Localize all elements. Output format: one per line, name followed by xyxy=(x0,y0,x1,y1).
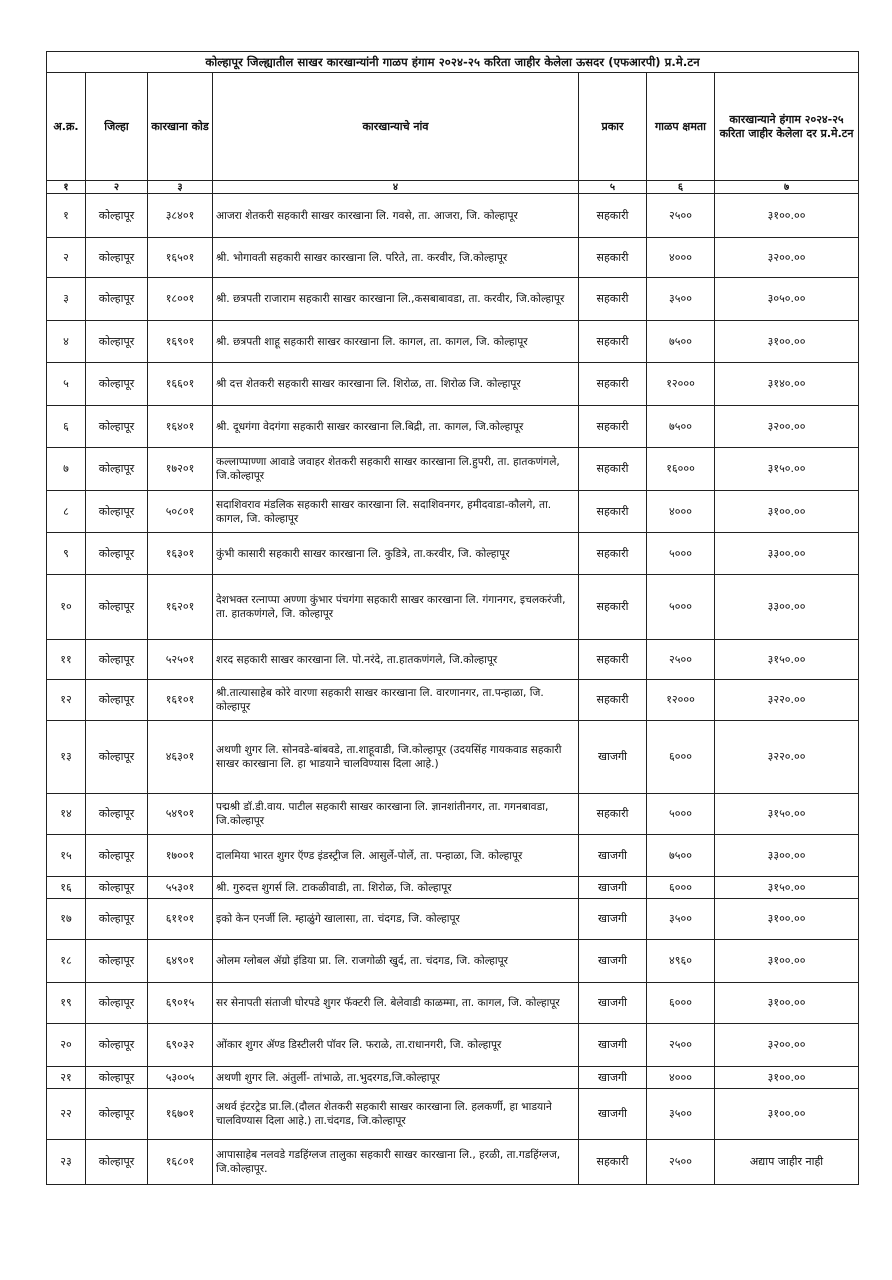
cell-factory-name: ओलम ग्लोबल ॲग्रो इंडिया प्रा. लि. राजगोळी खुर्द, ता. चंदगड, जि. कोल्हापूर xyxy=(213,940,579,983)
cell-capacity: २५०० xyxy=(647,1024,715,1067)
column-number-row xyxy=(47,181,859,194)
cell-type: सहकारी xyxy=(579,491,647,533)
cell-factory-code: १६६०१ xyxy=(148,363,213,406)
cell-district: कोल्हापूर xyxy=(86,640,148,680)
cell-capacity: ३५०० xyxy=(647,278,715,321)
cell-rate: ३१५०.०० xyxy=(715,448,859,491)
cell-district: कोल्हापूर xyxy=(86,899,148,940)
cell-factory-code: ५५३०१ xyxy=(148,877,213,899)
cell-factory-name: देशभक्त रत्नाप्पा अण्णा कुंभार पंचगंगा सहकारी साखर कारखाना लि. गंगानगर, इचलकरंजी, ता. हातकणंगले, जि. कोल्हापूर xyxy=(213,575,579,640)
table-row xyxy=(47,835,859,877)
cell-serial: ११ xyxy=(47,640,86,680)
cell-type: सहकारी xyxy=(579,406,647,448)
cell-district: कोल्हापूर xyxy=(86,794,148,835)
cell-district: कोल्हापूर xyxy=(86,363,148,406)
cell-factory-code: ४६३०१ xyxy=(148,721,213,794)
document-sheet xyxy=(46,51,858,1185)
cell-serial: ७ xyxy=(47,448,86,491)
cell-factory-code: १६५०१ xyxy=(148,238,213,278)
cell-serial: २० xyxy=(47,1024,86,1067)
column-number: २ xyxy=(86,181,148,194)
cell-factory-code: १६१०१ xyxy=(148,680,213,721)
cell-rate: ३०५०.०० xyxy=(715,278,859,321)
table-row xyxy=(47,940,859,983)
cell-factory-code: ६९०३२ xyxy=(148,1024,213,1067)
cell-district: कोल्हापूर xyxy=(86,238,148,278)
table-row xyxy=(47,794,859,835)
cell-district: कोल्हापूर xyxy=(86,575,148,640)
cell-factory-name: शरद सहकारी साखर कारखाना लि. पो.नरंदे, ता.हातकणंगले, जि.कोल्हापूर xyxy=(213,640,579,680)
cell-rate: ३३००.०० xyxy=(715,575,859,640)
cell-serial: १४ xyxy=(47,794,86,835)
cell-factory-name: श्री. छत्रपती राजाराम सहकारी साखर कारखाना लि.,कसबाबावडा, ता. करवीर, जि.कोल्हापूर xyxy=(213,278,579,321)
cell-type: खाजगी xyxy=(579,940,647,983)
table-row xyxy=(47,1067,859,1089)
cell-serial: ८ xyxy=(47,491,86,533)
cell-factory-name: सर सेनापती संताजी घोरपडे शुगर फॅक्टरी लि. बेलेवाडी काळम्मा, ता. कागल, जि. कोल्हापूर xyxy=(213,983,579,1024)
cell-type: खाजगी xyxy=(579,835,647,877)
cell-factory-name: इको केन एनर्जी लि. म्हाळुंगे खालासा, ता. चंदगड, जि. कोल्हापूर xyxy=(213,899,579,940)
cell-type: खाजगी xyxy=(579,983,647,1024)
cell-factory-code: १७००१ xyxy=(148,835,213,877)
cell-serial: २ xyxy=(47,238,86,278)
cell-serial: ९ xyxy=(47,533,86,575)
cell-type: खाजगी xyxy=(579,877,647,899)
cell-rate: ३३००.०० xyxy=(715,835,859,877)
cell-capacity: ६००० xyxy=(647,721,715,794)
cell-factory-code: १७२०१ xyxy=(148,448,213,491)
cell-district: कोल्हापूर xyxy=(86,194,148,238)
table-body xyxy=(47,194,859,1185)
table-row xyxy=(47,877,859,899)
cell-capacity: ६००० xyxy=(647,877,715,899)
table-row xyxy=(47,899,859,940)
cell-capacity: ७५०० xyxy=(647,835,715,877)
cell-rate: ३२२०.०० xyxy=(715,721,859,794)
cell-district: कोल्हापूर xyxy=(86,835,148,877)
cell-factory-code: १६३०१ xyxy=(148,533,213,575)
cell-factory-code: १६८०१ xyxy=(148,1140,213,1185)
cell-serial: १८ xyxy=(47,940,86,983)
cell-serial: १० xyxy=(47,575,86,640)
cell-capacity: ७५०० xyxy=(647,406,715,448)
cell-capacity: ४००० xyxy=(647,1067,715,1089)
header-factory-name: कारखान्याचे नांव xyxy=(213,73,579,181)
cell-type: खाजगी xyxy=(579,721,647,794)
cell-factory-code: १६२०१ xyxy=(148,575,213,640)
cell-rate: ३१००.०० xyxy=(715,321,859,363)
cell-serial: १ xyxy=(47,194,86,238)
table-row xyxy=(47,194,859,238)
cell-factory-name: आजरा शेतकरी सहकारी साखर कारखाना लि. गवसे, ता. आजरा, जि. कोल्हापूर xyxy=(213,194,579,238)
cell-district: कोल्हापूर xyxy=(86,1140,148,1185)
cell-factory-code: ५२५०१ xyxy=(148,640,213,680)
cell-factory-name: पद्मश्री डॉ.डी.वाय. पाटील सहकारी साखर कारखाना लि. ज्ञानशांतीनगर, ता. गगनबावडा, जि.कोल्हापूर xyxy=(213,794,579,835)
cell-factory-name: कल्लाप्पाण्णा आवाडे जवाहर शेतकरी सहकारी साखर कारखाना लि.हुपरी, ता. हातकणंगले, जि.कोल्हापूर xyxy=(213,448,579,491)
cell-capacity: ५००० xyxy=(647,794,715,835)
cell-district: कोल्हापूर xyxy=(86,940,148,983)
cell-factory-name: दालमिया भारत शुगर ऍण्ड इंडस्ट्रीज लि. आसुर्ले-पोर्ले, ता. पन्हाळा, जि. कोल्हापूर xyxy=(213,835,579,877)
cell-factory-name: ओंकार शुगर ॲण्ड डिस्टीलरी पॉवर लि. फराळे, ता.राधानगरी, जि. कोल्हापूर xyxy=(213,1024,579,1067)
cell-type: खाजगी xyxy=(579,1089,647,1140)
cell-serial: १९ xyxy=(47,983,86,1024)
cell-factory-name: श्री. दूधगंगा वेदगंगा सहकारी साखर कारखाना लि.बिद्री, ता. कागल, जि.कोल्हापूर xyxy=(213,406,579,448)
table-row xyxy=(47,448,859,491)
table-row xyxy=(47,321,859,363)
table-row xyxy=(47,238,859,278)
cell-factory-name: कुंभी कासारी सहकारी साखर कारखाना लि. कुडित्रे, ता.करवीर, जि. कोल्हापूर xyxy=(213,533,579,575)
column-number: ५ xyxy=(579,181,647,194)
cell-factory-code: १६७०१ xyxy=(148,1089,213,1140)
table-row xyxy=(47,533,859,575)
cell-rate: ३३००.०० xyxy=(715,533,859,575)
cell-type: सहकारी xyxy=(579,238,647,278)
cell-capacity: ६००० xyxy=(647,983,715,1024)
cell-district: कोल्हापूर xyxy=(86,680,148,721)
cell-capacity: ४००० xyxy=(647,238,715,278)
cell-serial: ५ xyxy=(47,363,86,406)
cell-serial: १३ xyxy=(47,721,86,794)
cell-district: कोल्हापूर xyxy=(86,448,148,491)
cell-district: कोल्हापूर xyxy=(86,491,148,533)
cell-capacity: ४००० xyxy=(647,491,715,533)
cell-type: खाजगी xyxy=(579,1024,647,1067)
cell-rate: ३१५०.०० xyxy=(715,877,859,899)
cell-type: सहकारी xyxy=(579,448,647,491)
table-row xyxy=(47,1089,859,1140)
cell-district: कोल्हापूर xyxy=(86,406,148,448)
cell-factory-code: ५४९०१ xyxy=(148,794,213,835)
cell-rate: ३१००.०० xyxy=(715,1089,859,1140)
table-row xyxy=(47,1024,859,1067)
column-number: ४ xyxy=(213,181,579,194)
cell-capacity: ४९६० xyxy=(647,940,715,983)
cell-capacity: ३५०० xyxy=(647,899,715,940)
cell-factory-code: ६११०१ xyxy=(148,899,213,940)
cell-factory-code: ६४९०१ xyxy=(148,940,213,983)
cell-factory-name: अथणी शुगर लि. अंतुर्ली- तांभाळे, ता.भुदरगड,जि.कोल्हापूर xyxy=(213,1067,579,1089)
cell-type: सहकारी xyxy=(579,278,647,321)
cell-serial: ४ xyxy=(47,321,86,363)
cell-factory-name: श्री. छत्रपती शाहू सहकारी साखर कारखाना लि. कागल, ता. कागल, जि. कोल्हापूर xyxy=(213,321,579,363)
cell-district: कोल्हापूर xyxy=(86,278,148,321)
frp-rate-table xyxy=(46,51,859,1185)
table-row xyxy=(47,491,859,533)
cell-rate: ३१००.०० xyxy=(715,491,859,533)
cell-type: सहकारी xyxy=(579,794,647,835)
cell-factory-name: अथर्व इंटरट्रेड प्रा.लि.(दौलत शेतकरी सहकारी साखर कारखाना लि. हलकर्णी, हा भाडयाने चालविण्यास दिला आहे.) ता.चंदगड, जि.कोल्हापूर xyxy=(213,1089,579,1140)
cell-serial: २१ xyxy=(47,1067,86,1089)
cell-type: सहकारी xyxy=(579,533,647,575)
cell-district: कोल्हापूर xyxy=(86,1024,148,1067)
cell-rate: ३२००.०० xyxy=(715,238,859,278)
cell-serial: २२ xyxy=(47,1089,86,1140)
cell-district: कोल्हापूर xyxy=(86,721,148,794)
cell-capacity: २५०० xyxy=(647,640,715,680)
cell-type: सहकारी xyxy=(579,321,647,363)
column-number: ६ xyxy=(647,181,715,194)
cell-serial: १६ xyxy=(47,877,86,899)
cell-factory-code: ५०८०१ xyxy=(148,491,213,533)
table-row xyxy=(47,278,859,321)
cell-capacity: २५०० xyxy=(647,1140,715,1185)
cell-rate: ३१००.०० xyxy=(715,940,859,983)
cell-factory-name: सदाशिवराव मंडलिक सहकारी साखर कारखाना लि. सदाशिवनगर, हमीदवाडा-कौलगे, ता. कागल, जि. कोल्हापूर xyxy=(213,491,579,533)
cell-rate: ३२००.०० xyxy=(715,406,859,448)
cell-factory-name: श्री. भोगावती सहकारी साखर कारखाना लि. परिते, ता. करवीर, जि.कोल्हापूर xyxy=(213,238,579,278)
cell-capacity: ७५०० xyxy=(647,321,715,363)
cell-serial: १७ xyxy=(47,899,86,940)
header-row xyxy=(47,73,859,181)
cell-factory-name: श्री दत्त शेतकरी सहकारी साखर कारखाना लि. शिरोळ, ता. शिरोळ जि. कोल्हापूर xyxy=(213,363,579,406)
cell-serial: ६ xyxy=(47,406,86,448)
cell-capacity: १६००० xyxy=(647,448,715,491)
cell-capacity: ५००० xyxy=(647,575,715,640)
header-crushing-capacity: गाळप क्षमता xyxy=(647,73,715,181)
header-serial: अ.क्र. xyxy=(47,73,86,181)
cell-factory-name: आपासाहेब नलवडे गडहिंग्लज तालुका सहकारी साखर कारखाना लि., हरळी, ता.गडहिंग्लज, जि.कोल्हापूर. xyxy=(213,1140,579,1185)
table-row xyxy=(47,406,859,448)
cell-factory-code: ६९०१५ xyxy=(148,983,213,1024)
table-row xyxy=(47,363,859,406)
header-factory-code: कारखाना कोड xyxy=(148,73,213,181)
cell-rate: ३२२०.०० xyxy=(715,680,859,721)
cell-rate: ३१००.०० xyxy=(715,1067,859,1089)
cell-capacity: ३५०० xyxy=(647,1089,715,1140)
cell-district: कोल्हापूर xyxy=(86,983,148,1024)
cell-district: कोल्हापूर xyxy=(86,1067,148,1089)
cell-serial: २३ xyxy=(47,1140,86,1185)
header-declared-rate: कारखान्याने हंगाम २०२४-२५ करिता जाहीर केलेला दर प्र.मे.टन xyxy=(715,73,859,181)
cell-factory-code: १६४०१ xyxy=(148,406,213,448)
cell-type: सहकारी xyxy=(579,575,647,640)
header-district: जिल्हा xyxy=(86,73,148,181)
cell-rate: ३१००.०० xyxy=(715,899,859,940)
cell-factory-code: ३८४०१ xyxy=(148,194,213,238)
cell-district: कोल्हापूर xyxy=(86,877,148,899)
cell-factory-name: श्री. गुरुदत्त शुगर्स लि. टाकळीवाडी, ता. शिरोळ, जि. कोल्हापूर xyxy=(213,877,579,899)
cell-rate: ३१००.०० xyxy=(715,983,859,1024)
cell-factory-code: ५३००५ xyxy=(148,1067,213,1089)
column-number: ३ xyxy=(148,181,213,194)
table-row xyxy=(47,680,859,721)
cell-factory-code: १६९०१ xyxy=(148,321,213,363)
cell-type: खाजगी xyxy=(579,899,647,940)
cell-district: कोल्हापूर xyxy=(86,1089,148,1140)
cell-rate: ३१५०.०० xyxy=(715,640,859,680)
cell-rate: अद्याप जाहीर नाही xyxy=(715,1140,859,1185)
cell-type: सहकारी xyxy=(579,363,647,406)
cell-rate: ३१४०.०० xyxy=(715,363,859,406)
cell-type: सहकारी xyxy=(579,640,647,680)
table-title: कोल्हापूर जिल्ह्यातील साखर कारखान्यांनी गाळप हंगाम २०२४-२५ करिता जाहीर केलेला ऊसदर (एफआरपी) प्र.मे.टन xyxy=(47,52,859,73)
cell-type: सहकारी xyxy=(579,194,647,238)
table-row xyxy=(47,640,859,680)
table-row xyxy=(47,1140,859,1185)
table-row xyxy=(47,721,859,794)
cell-district: कोल्हापूर xyxy=(86,533,148,575)
cell-serial: १५ xyxy=(47,835,86,877)
cell-capacity: २५०० xyxy=(647,194,715,238)
column-number: १ xyxy=(47,181,86,194)
cell-rate: ३१००.०० xyxy=(715,194,859,238)
cell-serial: ३ xyxy=(47,278,86,321)
cell-factory-name: श्री.तात्यासाहेब कोरे वारणा सहकारी साखर कारखाना लि. वारणानगर, ता.पन्हाळा, जि. कोल्हापूर xyxy=(213,680,579,721)
cell-type: सहकारी xyxy=(579,1140,647,1185)
cell-factory-name: अथणी शुगर लि. सोनवडे-बांबवडे, ता.शाहूवाडी, जि.कोल्हापूर (उदयसिंह गायकवाड सहकारी साखर कारखाना लि. हा भाडयाने चालविण्यास दिला आहे.) xyxy=(213,721,579,794)
column-number: ७ xyxy=(715,181,859,194)
cell-rate: ३१५०.०० xyxy=(715,794,859,835)
cell-factory-code: १८००१ xyxy=(148,278,213,321)
cell-capacity: ५००० xyxy=(647,533,715,575)
table-row xyxy=(47,983,859,1024)
cell-type: खाजगी xyxy=(579,1067,647,1089)
cell-rate: ३२००.०० xyxy=(715,1024,859,1067)
table-row xyxy=(47,575,859,640)
header-type: प्रकार xyxy=(579,73,647,181)
cell-type: सहकारी xyxy=(579,680,647,721)
cell-capacity: १२००० xyxy=(647,680,715,721)
cell-capacity: १२००० xyxy=(647,363,715,406)
cell-district: कोल्हापूर xyxy=(86,321,148,363)
cell-serial: १२ xyxy=(47,680,86,721)
